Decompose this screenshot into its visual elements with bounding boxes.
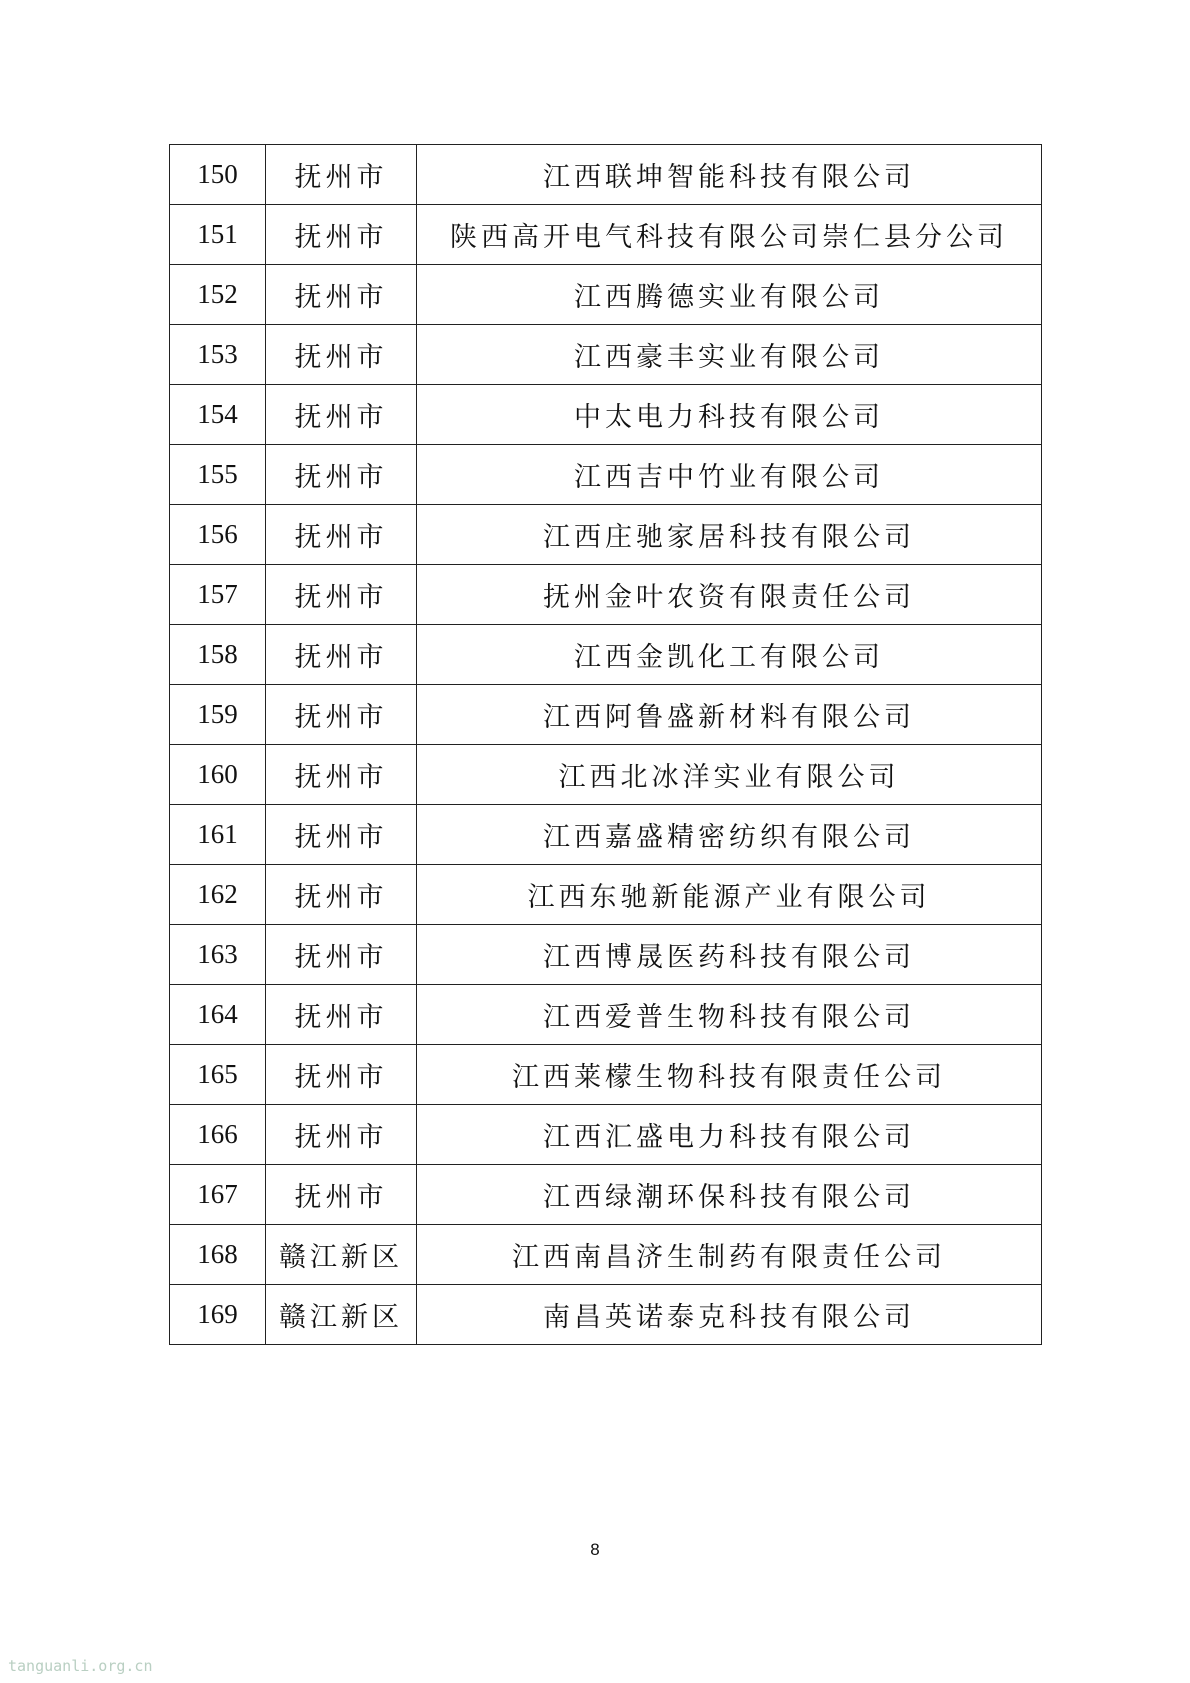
table-row (170, 325, 1042, 385)
table-row (170, 985, 1042, 1045)
row-number-cell: 167 (170, 1165, 266, 1225)
company-name-cell: 江西博晟医药科技有限公司 (417, 925, 1042, 985)
row-number-cell: 157 (170, 565, 266, 625)
company-name-cell: 江西莱檬生物科技有限责任公司 (417, 1045, 1042, 1105)
city-cell: 抚州市 (266, 625, 417, 685)
city-cell: 抚州市 (266, 565, 417, 625)
company-name-cell: 江西豪丰实业有限公司 (417, 325, 1042, 385)
row-number-cell: 151 (170, 205, 266, 265)
city-cell: 抚州市 (266, 145, 417, 205)
company-name-cell: 江西嘉盛精密纺织有限公司 (417, 805, 1042, 865)
watermark: tanguanli.org.cn (8, 1657, 153, 1675)
row-number-cell: 156 (170, 505, 266, 565)
row-number-cell: 153 (170, 325, 266, 385)
table-row (170, 685, 1042, 745)
row-number-cell: 155 (170, 445, 266, 505)
city-cell: 抚州市 (266, 985, 417, 1045)
row-number-cell: 152 (170, 265, 266, 325)
city-cell: 抚州市 (266, 385, 417, 445)
city-cell: 抚州市 (266, 805, 417, 865)
company-name-cell: 南昌英诺泰克科技有限公司 (417, 1285, 1042, 1345)
table-row (170, 145, 1042, 205)
row-number-cell: 160 (170, 745, 266, 805)
company-name-cell: 江西北冰洋实业有限公司 (417, 745, 1042, 805)
row-number-cell: 166 (170, 1105, 266, 1165)
company-name-cell: 江西庄驰家居科技有限公司 (417, 505, 1042, 565)
company-name-cell: 江西金凯化工有限公司 (417, 625, 1042, 685)
company-name-cell: 抚州金叶农资有限责任公司 (417, 565, 1042, 625)
city-cell: 抚州市 (266, 685, 417, 745)
table-row (170, 925, 1042, 985)
city-cell: 抚州市 (266, 505, 417, 565)
city-cell: 抚州市 (266, 1165, 417, 1225)
table-row (170, 805, 1042, 865)
row-number-cell: 162 (170, 865, 266, 925)
city-cell: 抚州市 (266, 325, 417, 385)
company-name-cell: 江西吉中竹业有限公司 (417, 445, 1042, 505)
table-row (170, 1165, 1042, 1225)
table-row (170, 1045, 1042, 1105)
company-name-cell: 江西东驰新能源产业有限公司 (417, 865, 1042, 925)
city-cell: 赣江新区 (266, 1285, 417, 1345)
city-cell: 抚州市 (266, 865, 417, 925)
table-row (170, 1105, 1042, 1165)
table-row (170, 505, 1042, 565)
table-row (170, 565, 1042, 625)
table-row (170, 1285, 1042, 1345)
city-cell: 抚州市 (266, 925, 417, 985)
table-row (170, 385, 1042, 445)
row-number-cell: 159 (170, 685, 266, 745)
company-name-cell: 江西南昌济生制药有限责任公司 (417, 1225, 1042, 1285)
city-cell: 抚州市 (266, 205, 417, 265)
company-name-cell: 江西联坤智能科技有限公司 (417, 145, 1042, 205)
company-name-cell: 陕西高开电气科技有限公司崇仁县分公司 (417, 205, 1042, 265)
city-cell: 抚州市 (266, 1045, 417, 1105)
table-row (170, 205, 1042, 265)
city-cell: 赣江新区 (266, 1225, 417, 1285)
table-row (170, 745, 1042, 805)
company-name-cell: 中太电力科技有限公司 (417, 385, 1042, 445)
table-row (170, 445, 1042, 505)
city-cell: 抚州市 (266, 745, 417, 805)
table-body (170, 145, 1042, 1345)
row-number-cell: 164 (170, 985, 266, 1045)
city-cell: 抚州市 (266, 265, 417, 325)
row-number-cell: 161 (170, 805, 266, 865)
page-number: 8 (590, 1540, 600, 1559)
table-row (170, 265, 1042, 325)
row-number-cell: 163 (170, 925, 266, 985)
table-row (170, 625, 1042, 685)
row-number-cell: 150 (170, 145, 266, 205)
company-name-cell: 江西腾德实业有限公司 (417, 265, 1042, 325)
company-name-cell: 江西汇盛电力科技有限公司 (417, 1105, 1042, 1165)
row-number-cell: 158 (170, 625, 266, 685)
row-number-cell: 154 (170, 385, 266, 445)
city-cell: 抚州市 (266, 445, 417, 505)
row-number-cell: 169 (170, 1285, 266, 1345)
company-name-cell: 江西绿潮环保科技有限公司 (417, 1165, 1042, 1225)
city-cell: 抚州市 (266, 1105, 417, 1165)
row-number-cell: 165 (170, 1045, 266, 1105)
company-name-cell: 江西阿鲁盛新材料有限公司 (417, 685, 1042, 745)
company-list-table (169, 144, 1042, 1345)
table-row (170, 1225, 1042, 1285)
table-row (170, 865, 1042, 925)
row-number-cell: 168 (170, 1225, 266, 1285)
company-name-cell: 江西爱普生物科技有限公司 (417, 985, 1042, 1045)
